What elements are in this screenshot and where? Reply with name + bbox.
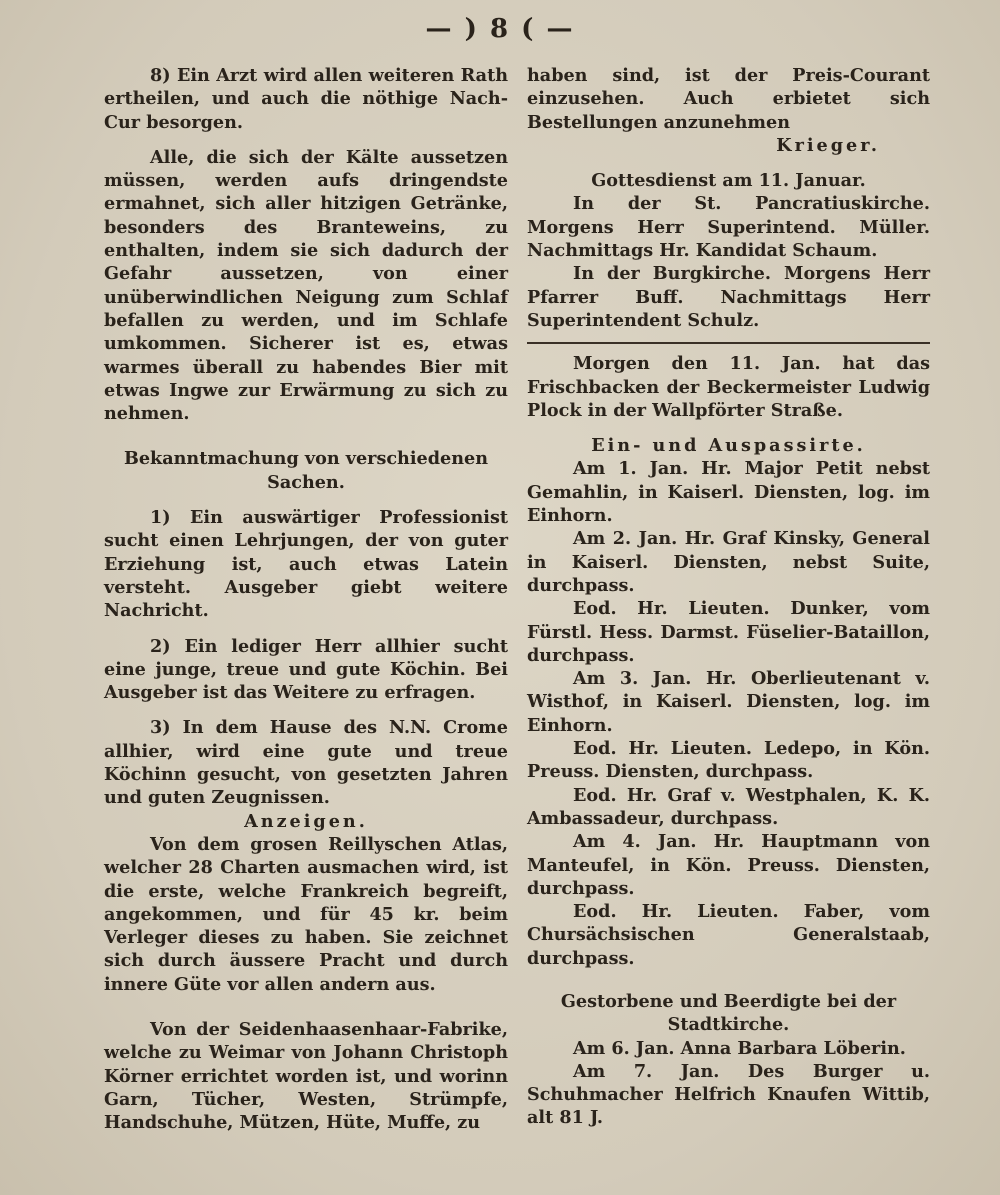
spacer <box>527 970 930 990</box>
signature-krieger: Krieger. <box>776 134 880 156</box>
notice-apprentice: 1) Ein auswärtiger Professionist sucht einen Lehrjungen, der von guter Erziehung ist, auch etwas Latein versteht. Ausgeber giebt weitere Nachricht. <box>104 507 508 622</box>
heading-deaths-line2: Stadtkirche. <box>667 1014 790 1036</box>
service-burgkirche: In der Burgkirche. Morgens Herr Pfarrer Buff. Nachmittags Herr Superintendent Schulz. <box>527 263 930 331</box>
traveller-entry-8: Eod. Hr. Lieuten. Faber, vom Chursächsischen Generalstaab, durchpass. <box>527 901 930 969</box>
traveller-entry-6: Eod. Hr. Graf v. Westphalen, K. K. Ambassadeur, durchpass. <box>527 784 930 829</box>
spacer <box>104 437 508 447</box>
service-pancratius: In der St. Pancratiuskirche. Morgens Herr Superintend. Müller. Nachmittags Hr. Kandidat Schaum. <box>527 193 930 262</box>
notice-cook-2: 3) In dem Hause des N.N. Crome allhier, wird eine gute und treue Köchinn gesucht, von gesetzten Jahren und guten Zeugnissen. <box>104 717 508 809</box>
death-entry-2: Am 7. Jan. Des Burger u. Schuhmacher Helfrich Knaufen Wittib, alt 81 J. <box>527 1060 930 1129</box>
paragraph-doctor-advice: 8) Ein Arzt wird allen weiteren Rath ertheilen, und auch die nöthige Nach-Cur besorgen. <box>104 65 508 133</box>
traveller-entry-1: Am 1. Jan. Hr. Major Petit nebst Gemahlin, in Kaiserl. Diensten, log. im Einhorn. <box>527 458 930 527</box>
ad-fabric: Von der Seidenhaasenhaar-Fabrike, welche zu Weimar von Johann Christoph Körner errichtet worden ist, und worinn Garn, Tücher, Westen, Strümpfe, Handschuhe, Mützen, Hüte, Muffe, zu <box>104 1018 508 1134</box>
heading-announcements-line2: Sachen. <box>267 471 345 493</box>
heading-deaths: Gestorbene und Beerdigte bei der <box>560 990 897 1012</box>
paragraph-cold-warning: Alle, die sich der Kälte aussetzen müssen, werden aufs dringendste ermahnet, sich aller hitzigen Getränke, besonders des Branteweins, zu enthalten, indem sie sich dadurch der Gefahr aussetzen, von einer unüberwindlichen Neigung zum Schlaf befallen zu werden, und im Schlafe umkommen. Sicherer ist es, etwas warmes überall zu habendes Bier mit etwas Ingwe zur Erwärmung zu sich zu nehmen. <box>104 146 508 425</box>
ad-atlas: Von dem grosen Reillyschen Atlas, welcher 28 Charten ausmachen wird, ist die erste, welche Frankreich begreift, angekommen, und für 45 kr. beim Verleger dieses zu haben. Sie zeichnet sich durch äussere Pracht und durch innere Güte vor allen andern aus. <box>104 833 508 995</box>
ad-fabric-continued: haben sind, ist der Preis-Courant einzusehen. Auch erbietet sich Bestellungen anzunehmen <box>527 65 930 133</box>
traveller-entry-5: Eod. Hr. Lieuten. Ledepo, in Kön. Preuss. Diensten, durchpass. <box>527 738 930 783</box>
heading-announcements: Bekanntmachung von verschiedenen <box>123 448 488 470</box>
heading-travellers: Ein- und Auspassirte. <box>591 435 866 457</box>
traveller-entry-2: Am 2. Jan. Hr. Graf Kinsky, General in Kaiserl. Diensten, nebst Suite, durchpass. <box>527 528 930 596</box>
traveller-entry-4: Am 3. Jan. Hr. Oberlieutenant v. Wisthof, in Kaiserl. Diensten, log. im Einhorn. <box>527 668 930 736</box>
notice-cook-1: 2) Ein lediger Herr allhier sucht eine junge, treue und gute Köchin. Bei Ausgeber ist das Weitere zu erfragen. <box>104 635 508 704</box>
heading-church-service: Gottesdienst am 11. Januar. <box>591 170 866 192</box>
page-number: — ) 8 ( — <box>425 14 575 44</box>
divider-rule <box>527 342 930 344</box>
notice-bakery: Morgen den 11. Jan. hat das Frischbacken der Beckermeister Ludwig Plock in der Wallpförter Straße. <box>527 353 930 421</box>
spacer <box>104 1008 508 1018</box>
left-column <box>104 64 508 1134</box>
heading-advertisements: Anzeigen. <box>244 810 368 832</box>
traveller-entry-7: Am 4. Jan. Hr. Hauptmann von Manteufel, in Kön. Preuss. Diensten, durchpass. <box>527 831 930 899</box>
right-column <box>527 64 930 1130</box>
death-entry-1: Am 6. Jan. Anna Barbara Löberin. <box>573 1037 906 1059</box>
traveller-entry-3: Eod. Hr. Lieuten. Dunker, vom Fürstl. Hess. Darmst. Füselier-Bataillon, durchpass. <box>527 598 930 666</box>
